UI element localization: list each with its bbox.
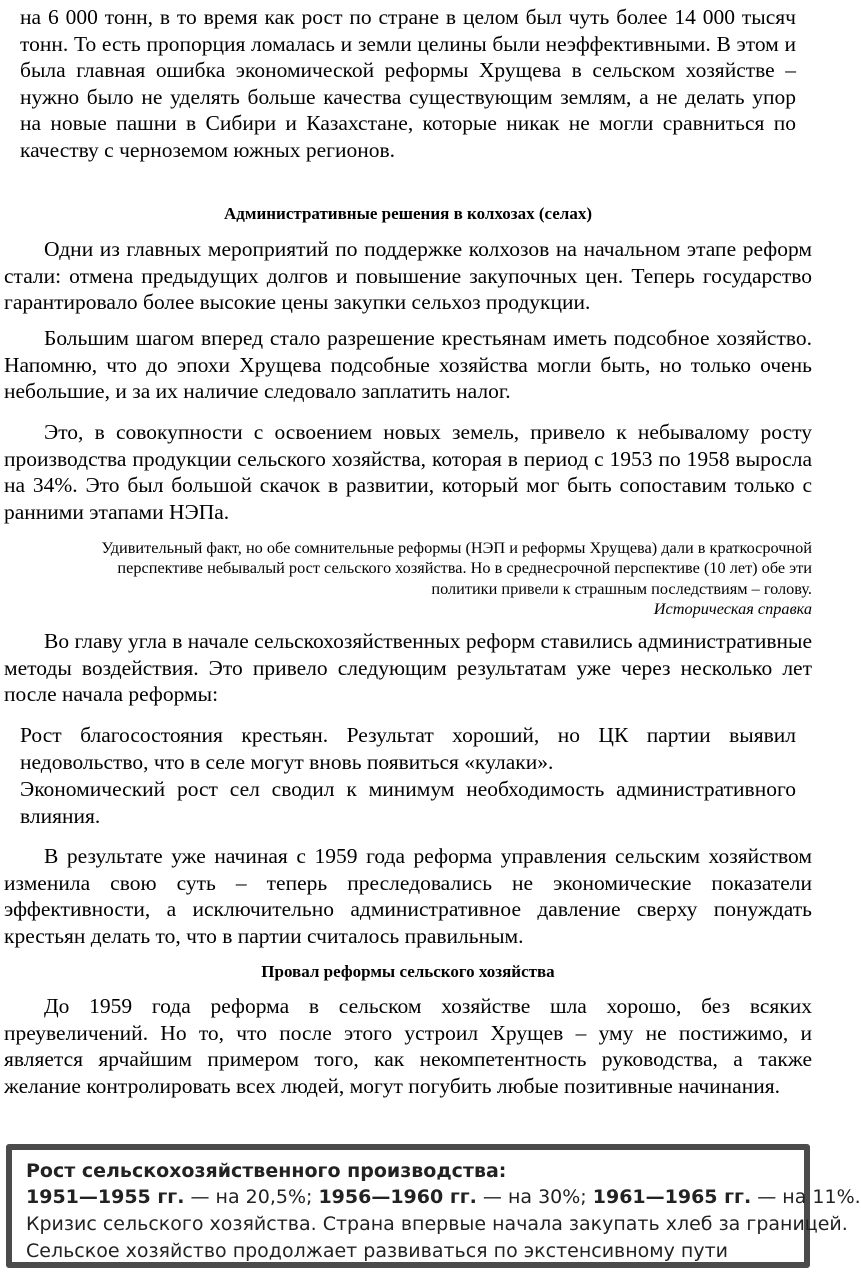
section-heading-administrative: Административные решения в колхозах (селах) xyxy=(224,204,592,223)
paragraph-reform-failure: До 1959 года реформа в сельском хозяйстве шла хорошо, без всяких преувеличений. Но то, что после этого устроил Хрущев – уму не постижимо, и является ярчайшим примером того, как некомпетентность руководства, а также желание контролировать всех людей, могут погубить любые позитивные начинания. xyxy=(4,994,812,1098)
period-years: 1956—1960 гг. xyxy=(318,1186,477,1208)
paragraph-administrative-methods: Во главу угла в начале сельскохозяйственных реформ ставились административные методы воздействия. Это привело следующим результатам уже через несколько лет после начала реформы: xyxy=(4,629,812,707)
list-item-result-welfare: Рост благосостояния крестьян. Результат хороший, но ЦК партии выявил недовольство, что в селе могут вновь появиться «кулаки». xyxy=(20,723,796,774)
list-item-result-economic-growth: Экономический рост сел сводил к минимум необходимость административного влияния. xyxy=(20,777,796,828)
paragraph-kolkhoz-support: Одни из главных мероприятий по поддержке колхозов на начальном этапе реформ стали: отмена предыдущих долгов и повышение закупочных цен. Теперь государство гарантировало более высокие цены закупки сельхоз продукции. xyxy=(4,237,812,315)
paragraph-1959-change: В результате уже начиная с 1959 года реформа управления сельским хозяйством изменила свою суть – теперь преследовались не экономические показатели эффективности, а исключительно административное давление сверху понуждать крестьян делать то, что в партии считалось правильным. xyxy=(4,844,812,948)
infobox-periods xyxy=(26,1184,861,1211)
quote-line: Удивительный факт, но обе сомнительные реформы (НЭП и реформы Хрущева) дали в краткосрочной xyxy=(101,538,812,557)
paragraph-production-growth: Это, в совокупности с освоением новых земель, привело к небывалому росту производства продукции сельского хозяйства, которая в период с 1953 по 1958 выросла на 34%. Это был большой скачок в развитии, который мог быть сопоставим только с ранними этапами НЭПа. xyxy=(4,420,812,524)
quote-source: Историческая справка xyxy=(653,599,812,619)
period-years: 1951—1955 гг. xyxy=(26,1186,185,1208)
period-growth: — на 11%. xyxy=(751,1186,861,1208)
quote-line: перспективе небывалый рост сельского хозяйства. Но в среднесрочной перспективе (10 лет) обе эти xyxy=(117,558,812,578)
intro-paragraph: на 6 000 тонн, в то время как рост по стране в целом был чуть более 14 000 тысяч тонн. То есть пропорция ломалась и земли целины были неэффективными. В этом и была главная ошибка экономической реформы Хрущева в сельском хозяйстве – нужно было не уделять больше качества существующим землям, а не делать упор на новые пашни в Сибири и Казахстане, которые никак не могли сравниться по качеству с черноземом южных регионов. xyxy=(20,5,796,162)
period-growth: — на 20,5%; xyxy=(184,1186,319,1208)
period-years: 1961—1965 гг. xyxy=(592,1186,752,1208)
paragraph-private-farming: Большим шагом вперед стало разрешение крестьянам иметь подсобное хозяйство. Напомню, что до эпохи Хрущева подсобные хозяйства могли быть, но только очень небольшие, и за их наличие следовало заплатить налог. xyxy=(4,326,812,404)
historical-quote xyxy=(0,538,816,620)
infobox-agricultural-growth xyxy=(6,1144,861,1268)
infobox-extensive-line: Сельское хозяйство продолжает развиваться по экстенсивному пути xyxy=(26,1240,728,1262)
infobox-crisis-line: Кризис сельского хозяйства. Страна впервые начала закупать хлеб за границей. xyxy=(26,1213,848,1235)
period-growth: — на 30%; xyxy=(476,1186,593,1208)
section-heading-failure: Провал реформы сельского хозяйства xyxy=(261,962,555,981)
infobox-title: Рост сельскохозяйственного производства: xyxy=(26,1160,507,1182)
quote-line: политики привели к страшным последствиям – голову. xyxy=(431,578,812,598)
